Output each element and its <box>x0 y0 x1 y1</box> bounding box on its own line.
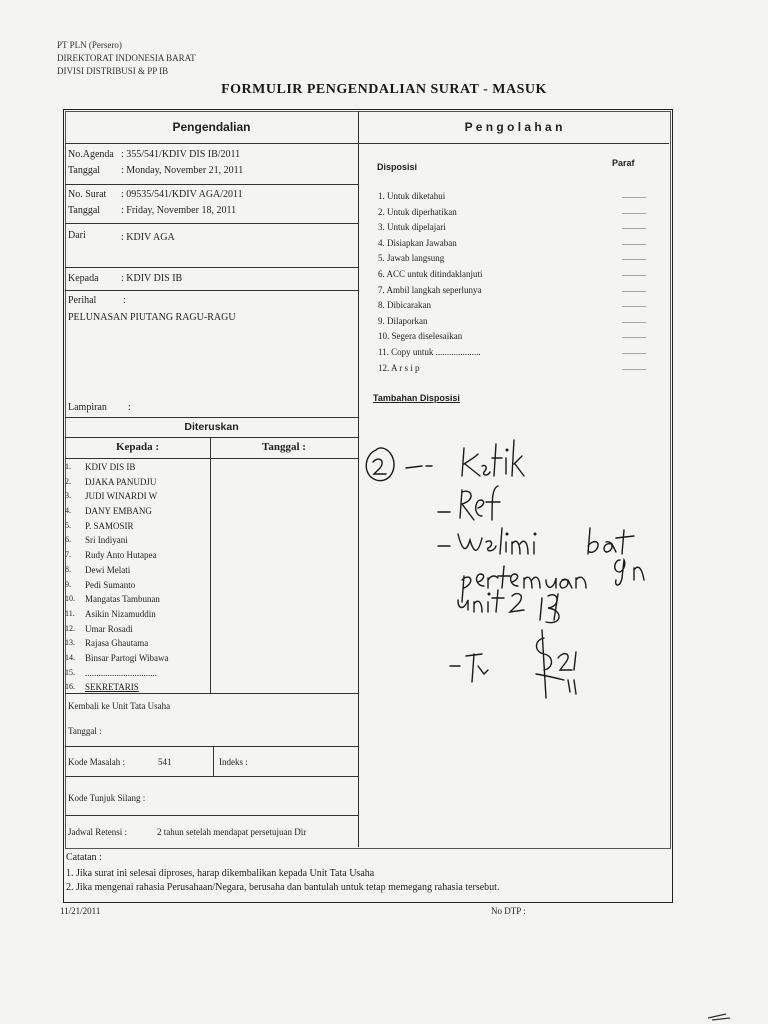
directorate-name: DIREKTORAT INDONESIA BARAT <box>57 53 196 63</box>
recipient-number: 2. <box>65 476 71 486</box>
lampiran-colon: : <box>128 402 131 413</box>
catatan-line-1: 1. Jika surat ini selesai diproses, harap dikembalikan kepada Unit Tata Usaha <box>66 868 375 879</box>
recipient-name: Binsar Partogi Wibawa <box>85 652 169 663</box>
perihal-label: Perihal <box>68 295 97 306</box>
recipient-number: 1. <box>65 462 71 471</box>
disposisi-item <box>378 252 668 268</box>
kepada-column-header: Kepada : <box>115 441 160 453</box>
row-separator <box>65 290 358 291</box>
lampiran-label: Lampiran <box>68 402 107 413</box>
recipient-number: 13. <box>65 638 75 648</box>
tanggal-kembali-label: Tanggal : <box>68 726 102 736</box>
disposisi-item-text: 10. Segera diselesaikan <box>378 331 463 342</box>
paraf-label: Paraf <box>612 158 635 168</box>
paraf-dots: ............ <box>622 268 646 278</box>
perihal-colon: : <box>123 295 126 306</box>
recipient-row <box>64 593 209 608</box>
recipient-row <box>64 476 209 491</box>
paraf-dots: ............ <box>622 253 646 263</box>
disposisi-item <box>378 284 668 300</box>
recipient-number: 5. <box>65 520 71 530</box>
jadwal-retensi-label: Jadwal Retensi : <box>68 827 127 837</box>
recipient-name: KDIV DIS IB <box>85 462 136 472</box>
recipient-number: 3. <box>65 491 71 501</box>
recipient-name: Rudy Anto Hutapea <box>85 550 157 561</box>
recipient-column-divider <box>210 437 211 693</box>
disposisi-item-text: 3. Untuk dipelajari <box>378 222 446 233</box>
row-separator <box>65 815 358 816</box>
recipient-name: JUDI WINARDI W <box>85 491 158 502</box>
recipient-number: 6. <box>65 535 71 545</box>
paraf-dots: ............ <box>622 331 646 341</box>
paraf-dots: ............ <box>622 300 646 310</box>
disposisi-item <box>378 190 668 206</box>
recipient-name: P. SAMOSIR <box>85 520 134 531</box>
company-name: PT PLN (Persero) <box>57 40 122 50</box>
row-separator <box>65 458 358 459</box>
recipient-name: Mangatas Tambunan <box>85 594 160 605</box>
recipient-name: SEKRETARIS <box>85 682 139 693</box>
disposisi-item <box>378 315 668 331</box>
recipient-number: 8. <box>65 564 71 574</box>
recipient-name: ................................ <box>85 667 157 678</box>
scan-mark <box>704 1004 734 1022</box>
disposisi-item-text: 2. Untuk diperhatikan <box>378 206 457 217</box>
disposisi-item <box>378 237 668 253</box>
disposisi-item-text: 4. Disiapkan Jawaban <box>378 237 457 248</box>
paraf-dots: ............ <box>622 346 646 356</box>
tanggal-surat-value: : Friday, November 18, 2011 <box>121 205 237 216</box>
recipient-name: Pedi Sumanto <box>85 579 136 590</box>
recipient-number: 4. <box>65 506 71 516</box>
indeks-divider <box>213 746 214 776</box>
pengolahan-heading: P e n g o l a h a n <box>464 120 563 134</box>
recipient-number: 9. <box>65 579 71 589</box>
dari-value: : KDIV AGA <box>121 232 175 243</box>
kode-masalah-value: 541 <box>158 757 172 767</box>
footer-no-dtp: No DTP : <box>491 906 526 916</box>
pengendalian-heading: Pengendalian <box>172 120 251 134</box>
tanggal-column-header: Tanggal : <box>262 441 306 453</box>
handwritten-notes <box>358 430 669 720</box>
tanggal-agenda-label: Tanggal <box>68 165 101 176</box>
surat-value: : 09535/541/KDIV AGA/2011 <box>121 189 243 200</box>
recipient-row <box>64 490 209 505</box>
tanggal-surat-label: Tanggal <box>68 205 101 216</box>
disposisi-item <box>378 346 668 362</box>
paraf-dots: ............ <box>622 362 646 372</box>
heading-separator <box>65 143 669 144</box>
paraf-dots: ............ <box>622 237 646 247</box>
form-title: FORMULIR PENGENDALIAN SURAT - MASUK <box>221 82 547 97</box>
recipient-number: 11. <box>65 608 75 618</box>
dari-label: Dari <box>68 230 86 241</box>
row-separator <box>65 776 358 777</box>
row-separator <box>65 267 358 268</box>
row-separator <box>65 417 358 418</box>
recipient-row <box>64 608 209 623</box>
recipient-row <box>64 579 209 594</box>
recipient-number: 14. <box>65 652 75 662</box>
tambahan-disposisi-label: Tambahan Disposisi <box>373 393 460 403</box>
tanggal-agenda-value: : Monday, November 21, 2011 <box>121 165 244 176</box>
recipient-row <box>64 637 209 652</box>
recipient-row <box>64 564 209 579</box>
disposisi-item-text: 12. A r s i p <box>378 362 420 373</box>
kembali-text: Kembali ke Unit Tata Usaha <box>68 701 171 711</box>
row-separator <box>65 184 358 185</box>
disposisi-item <box>378 362 668 378</box>
row-separator <box>65 437 358 438</box>
recipient-list <box>64 461 209 696</box>
paraf-dots: ............ <box>622 191 646 200</box>
row-separator <box>65 693 358 694</box>
kepada-label: Kepada <box>68 273 99 284</box>
recipient-row <box>64 534 209 549</box>
paraf-dots: ............ <box>622 284 646 294</box>
disposisi-item-text: 6. ACC untuk ditindaklanjuti <box>378 268 483 279</box>
disposisi-item <box>378 268 668 284</box>
perihal-value: PELUNASAN PIUTANG RAGU-RAGU <box>68 312 236 323</box>
recipient-row <box>64 520 209 535</box>
agenda-value: : 355/541/KDIV DIS IB/2011 <box>121 149 241 160</box>
disposisi-item <box>378 299 668 315</box>
kode-tunjuk-label: Kode Tunjuk Silang : <box>68 793 146 803</box>
division-name: DIVISI DISTRIBUSI & PP IB <box>57 66 169 76</box>
recipient-name: Dewi Melati <box>85 564 131 575</box>
kode-masalah-label: Kode Masalah : <box>68 757 125 767</box>
disposisi-list <box>378 190 668 377</box>
disposisi-item-text: 5. Jawab langsung <box>378 253 445 264</box>
recipient-row <box>64 505 209 520</box>
jadwal-retensi-value: 2 tahun setelah mendapat persetujuan Dir <box>157 827 307 837</box>
indeks-label: Indeks : <box>219 757 248 767</box>
disposisi-item-text: 11. Copy untuk .................... <box>378 346 481 357</box>
recipient-number: 12. <box>65 623 75 633</box>
recipient-row <box>64 623 209 638</box>
row-separator <box>65 746 358 747</box>
recipient-row <box>64 652 209 667</box>
recipient-name: Rajasa Ghautama <box>85 638 149 649</box>
catatan-line-2: 2. Jika mengenai rahasia Perusahaan/Negara, berusaha dan bantulah untuk tetap memegang rahasia tersebut. <box>66 882 500 893</box>
paraf-dots: ............ <box>622 222 646 232</box>
recipient-name: Umar Rosadi <box>85 623 133 634</box>
disposisi-item-text: 7. Ambil langkah seperlunya <box>378 284 482 295</box>
disposisi-item-text: 8. Dibicarakan <box>378 300 431 311</box>
surat-label: No. Surat <box>68 189 107 200</box>
disposisi-item-text: 9. Dilaporkan <box>378 315 428 326</box>
recipient-name: DJAKA PANUDJU <box>85 476 157 487</box>
recipient-number: 16. <box>65 682 75 692</box>
catatan-label: Catatan : <box>66 852 102 863</box>
disposisi-item-text: 1. Untuk diketahui <box>378 191 446 201</box>
disposisi-item <box>378 206 668 222</box>
row-separator <box>65 223 358 224</box>
recipient-number: 7. <box>65 550 71 560</box>
recipient-name: Asikin Nizamuddin <box>85 608 156 619</box>
recipient-name: DANY EMBANG <box>85 506 152 517</box>
recipient-number: 15. <box>65 667 75 677</box>
disposisi-label: Disposisi <box>377 162 418 172</box>
disposisi-item <box>378 330 668 346</box>
paraf-dots: ............ <box>622 206 646 216</box>
recipient-name: Sri Indiyani <box>85 535 128 546</box>
recipient-row <box>64 667 209 682</box>
disposisi-item <box>378 221 668 237</box>
diteruskan-heading: Diteruskan <box>184 421 239 433</box>
recipient-number: 10. <box>65 594 75 604</box>
kepada-value: : KDIV DIS IB <box>121 273 183 284</box>
recipient-row <box>64 461 209 476</box>
recipient-row <box>64 549 209 564</box>
paraf-dots: ............ <box>622 315 646 325</box>
agenda-label: No.Agenda <box>68 149 114 160</box>
footer-date: 11/21/2011 <box>60 906 101 916</box>
